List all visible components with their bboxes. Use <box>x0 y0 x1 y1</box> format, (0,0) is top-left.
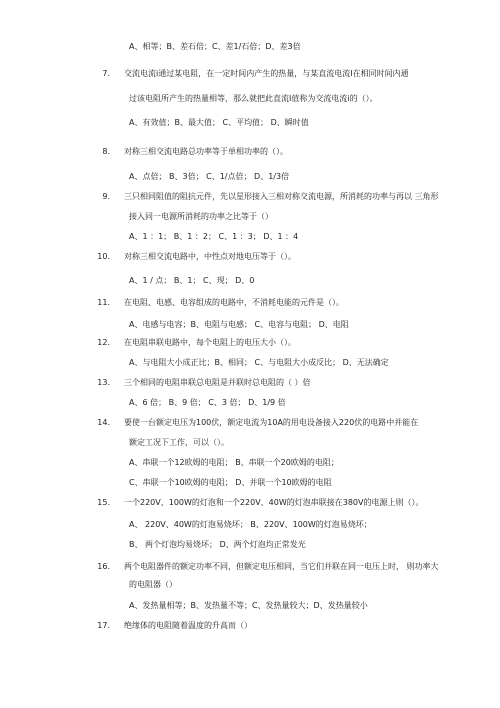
question-options: A、6 倍； B、9 倍； C、3 倍； D、1/9 倍 <box>129 398 286 407</box>
question-options: A、与电阻大小成正比；B、相同； C、与电阻大小成反比； D、无法确定 <box>129 358 389 367</box>
question-options: A、1 / 点； B、1； C、现； D、0 <box>129 276 255 285</box>
question-number: 15. <box>97 498 110 507</box>
question-number: 10. <box>97 252 110 261</box>
question-options: A、1 ：1； B、1 ：2； C、1 ：3； D、1 ：4 <box>129 232 299 241</box>
question-options: A、发热量相等；B、发热量不等；C、发热量较大；D、发热量较小 <box>129 601 368 610</box>
question-text: 绝缘体的电阻随着温度的升高而（） <box>124 621 252 630</box>
question-options: C、串联一个10欧姆的电阻； D、并联一个10欧姆的电阻 <box>129 478 332 487</box>
question-text: 一个220V、100W的灯泡和一个220V、40W的灯泡串联接在380V的电源上则（）。 <box>124 498 424 507</box>
question-number: 8. <box>102 147 110 156</box>
question-text: 对称三相交流电路总功率等于单相功率的（）。 <box>124 147 288 156</box>
question-text: 对称三相交流电路中，中性点对地电压等于（）。 <box>124 252 296 261</box>
question-text: 两个电阻器件的额定功率不同，但额定电压相同，当它们并联在同一电压上时， 则功率大 <box>124 562 439 571</box>
question-text: 过该电阻所产生的热量相等，那么就把此直流I值称为交流电流i的（）。 <box>129 94 378 103</box>
question-number: 13. <box>97 378 110 387</box>
question-text: 三个相同的电阻串联总电阻是并联时总电阻的（ ）倍 <box>124 378 311 387</box>
question-options: B、 两个灯泡均易烧坏； D、两个灯泡均正常发光 <box>129 540 306 549</box>
question-text: 额定工况下工作，可以（）。 <box>129 438 229 447</box>
question-text: 接入同一电源所消耗的功率之比等于（） <box>129 212 273 221</box>
question-options: A、点倍； B、3倍； C、1/点倍； D、1/3倍 <box>129 172 290 181</box>
top-options: A、相等；B、差石倍；C、差1/石倍；D、差3倍 <box>129 42 301 51</box>
question-text: 在电阻、电感、电容组成的电路中，不消耗电能的元件是（）。 <box>124 298 344 307</box>
question-number: 7. <box>102 69 110 78</box>
question-number: 14. <box>97 418 110 427</box>
question-text: 要使一台额定电压为100伏，额定电流为10A的用电设备接入220伏的电路中并能在 <box>124 418 419 427</box>
question-text: 的电阻器（） <box>129 580 177 589</box>
question-text: 交流电流i通过某电阻，在一定时间内产生的热量，与某直流电流I在相同时间内通 <box>124 69 409 78</box>
question-number: 11. <box>97 298 110 307</box>
question-number: 9. <box>102 192 110 201</box>
question-text: 三只相同阻值的阻抗元件，先以星形接入三相对称交流电源，所消耗的功率与再以 三角形 <box>124 192 439 201</box>
question-number: 12. <box>97 338 110 347</box>
question-text: 在电阻串联电路中，每个电阻上的电压大小（）。 <box>124 338 296 347</box>
question-options: A、 220V、40W的灯泡易烧坏； B、220V、100W的灯泡易烧坏； <box>129 520 372 529</box>
question-options: A、串联一个12欧姆的电阻； B、串联一个20欧姆的电阻； <box>129 458 339 467</box>
question-number: 17. <box>97 621 110 630</box>
question-options: A、有效值；B、最大值； C、平均值； D、瞬时值 <box>129 118 309 127</box>
question-number: 16. <box>97 562 110 571</box>
question-options: A、电感与电容；B、电阻与电感； C、电容与电阻； D、电阻 <box>129 320 349 329</box>
